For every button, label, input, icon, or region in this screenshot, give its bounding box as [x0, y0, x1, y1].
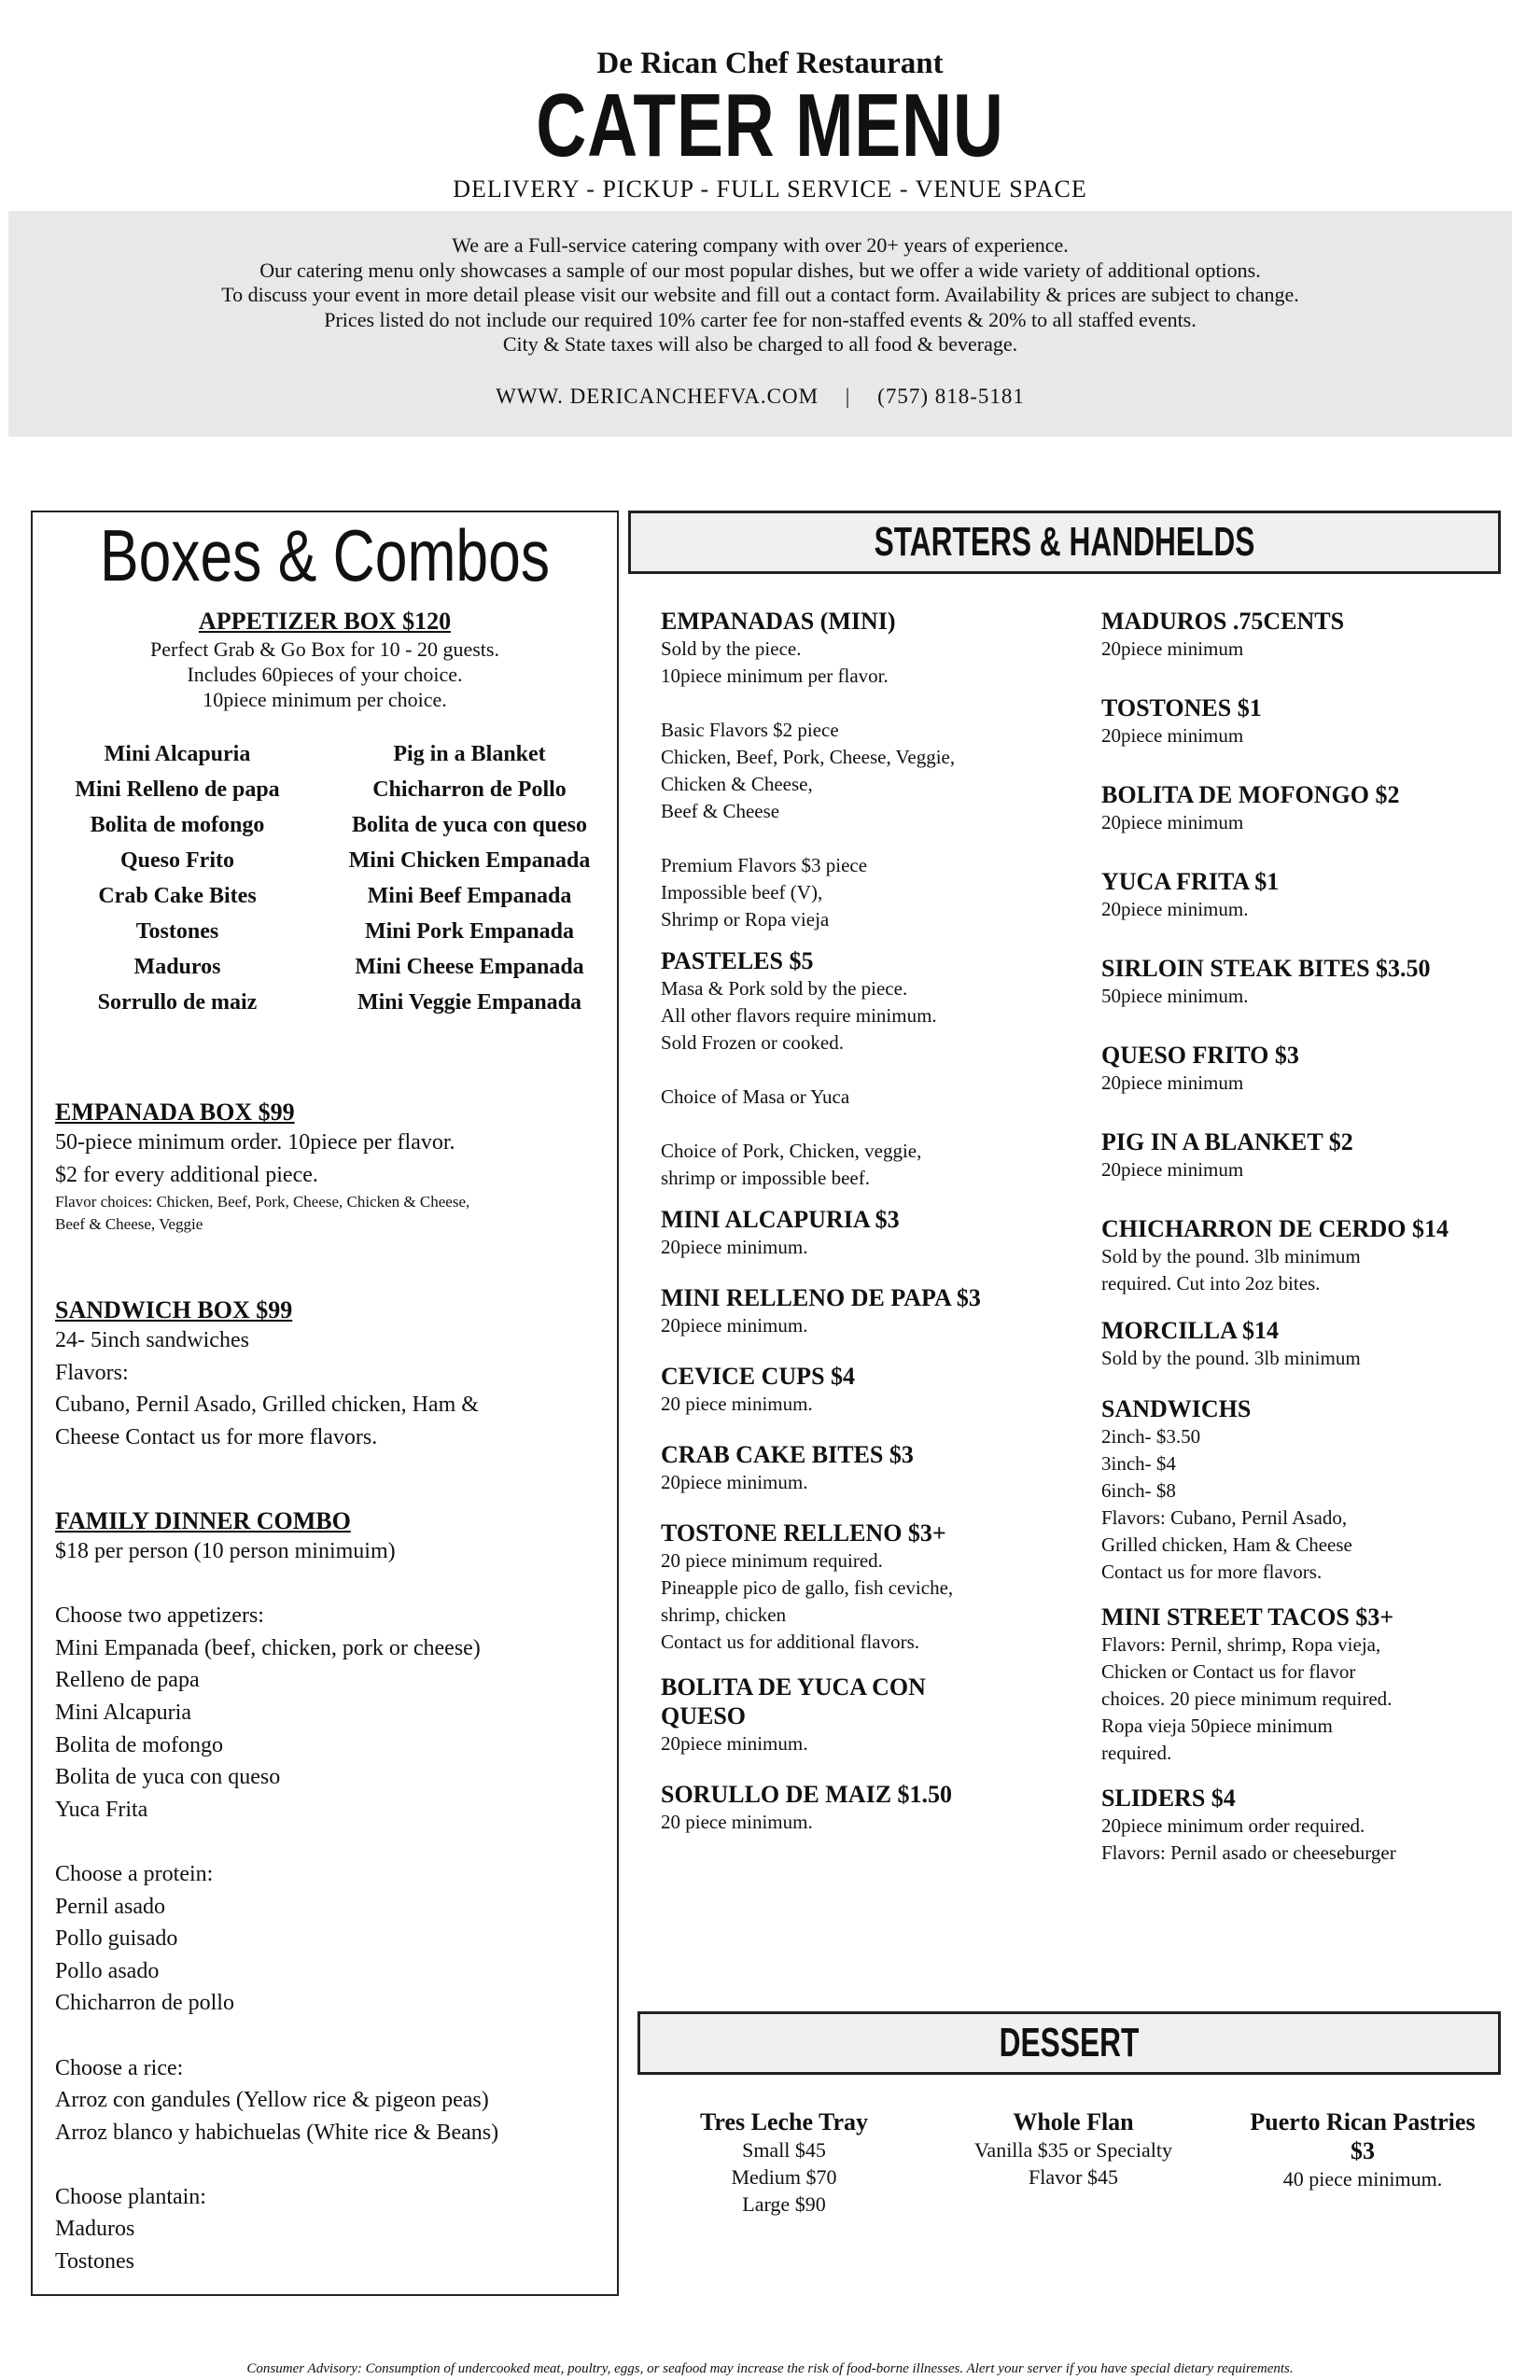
menu-item-line: 20 piece minimum. [661, 1393, 813, 1415]
empanada-box-line: 50-piece minimum order. 10piece per flavor. [55, 1130, 455, 1155]
menu-item-line: Flavors: Pernil, shrimp, Ropa vieja, [1101, 1633, 1381, 1656]
family-dinner-line [55, 2020, 615, 2052]
list-item: Mini Veggie Empanada [357, 990, 582, 1015]
appetizer-box-line: Includes 60pieces of your choice. [187, 663, 463, 686]
family-dinner-line: Tostones [55, 2249, 134, 2275]
menu-item-line: Pineapple pico de gallo, fish ceviche, [661, 1576, 954, 1599]
menu-item-line: Chicken, Beef, Pork, Cheese, Veggie, [661, 746, 956, 768]
menu-item-line: 20piece minimum. [661, 1314, 808, 1337]
menu-item-line: required. [1101, 1742, 1172, 1764]
info-line: Prices listed do not include our required 10% carter fee for non-staffed events & 20% to all staffed events. [324, 308, 1197, 331]
menu-item-heading: MINI STREET TACOS $3+ [1101, 1603, 1394, 1631]
list-item: Queso Frito [120, 848, 234, 873]
menu-item-line: Premium Flavors $3 piece [661, 854, 868, 876]
menu-item-heading: MINI ALCAPURIA $3 [661, 1206, 900, 1233]
menu-item-line: Contact us for more flavors. [1101, 1561, 1323, 1583]
menu-item-line [661, 825, 1090, 852]
menu-item-line: 20piece minimum. [1101, 898, 1249, 920]
menu-item-line: shrimp or impossible beef. [661, 1167, 870, 1189]
menu-item-line: Beef & Cheese [661, 800, 780, 822]
list-item: Mini Pork Empanada [364, 919, 575, 944]
info-box [8, 211, 1512, 437]
dessert-item-line: Vanilla $35 or Specialty [973, 2138, 1172, 2162]
dessert-item-heading: Puerto Rican Pastries [1250, 2108, 1476, 2135]
menu-item-line: 10piece minimum per flavor. [661, 665, 889, 687]
family-dinner-heading: FAMILY DINNER COMBO [55, 1507, 351, 1534]
menu-item-line: Flavors: Cubano, Pernil Asado, [1101, 1506, 1348, 1529]
menu-item-heading: SLIDERS $4 [1101, 1785, 1236, 1812]
menu-item-heading: YUCA FRITA $1 [1101, 868, 1280, 895]
sandwich-box-line: Cheese Contact us for more flavors. [55, 1424, 378, 1449]
menu-item-line: Masa & Pork sold by the piece. [661, 977, 908, 1000]
family-dinner-line: Bolita de yuca con queso [55, 1765, 281, 1790]
info-line: Our catering menu only showcases a sample of our most popular dishes, but we offer a wide variety of additional options. [259, 259, 1261, 282]
dessert-item-heading: Whole Flan [1013, 2108, 1134, 2135]
info-line: To discuss your event in more detail please visit our website and fill out a contact form. Availability & prices are subject to change. [221, 283, 1299, 306]
menu-item-heading: CHICHARRON DE CERDO $14 [1101, 1215, 1449, 1242]
menu-item-line: 50piece minimum. [1101, 985, 1249, 1007]
dessert-item-flan [933, 2107, 1213, 2191]
menu-item-heading: BOLITA DE MOFONGO $2 [1101, 781, 1400, 808]
menu-item-heading: TOSTONE RELLENO $3+ [661, 1519, 946, 1547]
list-item: Tostones [135, 919, 219, 944]
family-dinner-line: Relleno de papa [55, 1668, 200, 1693]
page-title: CATER MENU [536, 76, 1004, 175]
menu-item-line: Choice of Masa or Yuca [661, 1085, 850, 1108]
menu-item-heading: PIG IN A BLANKET $2 [1101, 1128, 1353, 1155]
family-dinner-line: Pernil asado [55, 1894, 165, 1919]
family-dinner-line: Chicharron de pollo [55, 1991, 234, 2016]
menu-item-line: 6inch- $8 [1101, 1479, 1176, 1502]
menu-item-line: 20piece minimum [1101, 1071, 1244, 1094]
menu-item-heading: EMPANADAS (MINI) [661, 608, 896, 635]
menu-item-heading: CRAB CAKE BITES $3 [661, 1441, 914, 1468]
sandwich-box-line: Flavors: [55, 1360, 129, 1385]
appetizer-box-heading: APPETIZER BOX $120 [198, 608, 452, 635]
family-dinner-line: Pollo guisado [55, 1926, 178, 1952]
menu-item-line: Sold by the pound. 3lb minimum [1101, 1245, 1361, 1267]
menu-item-line: 20piece minimum order required. [1101, 1814, 1365, 1837]
list-item: Bolita de yuca con queso [351, 813, 588, 837]
menu-item-heading: QUESO [661, 1702, 747, 1729]
dessert-item-pastries [1223, 2107, 1503, 2192]
menu-item-heading: SORULLO DE MAIZ $1.50 [661, 1781, 953, 1808]
list-item: Mini Relleno de papa [75, 777, 280, 802]
empanada-box-heading: EMPANADA BOX $99 [55, 1099, 295, 1126]
family-dinner-line: Choose two appetizers: [55, 1603, 264, 1629]
sandwich-box-line: Cubano, Pernil Asado, Grilled chicken, Ham & [55, 1393, 479, 1418]
dessert-item-line: Medium $70 [731, 2165, 837, 2189]
starters-banner [628, 511, 1501, 574]
menu-item-heading: TOSTONES $1 [1101, 694, 1262, 721]
dessert-item-line: Large $90 [742, 2192, 826, 2216]
menu-item-heading: QUESO FRITO $3 [1101, 1042, 1299, 1069]
menu-item-line: 2inch- $3.50 [1101, 1425, 1201, 1448]
starters-column-2 [1101, 607, 1512, 1867]
list-item: Mini Alcapuria [104, 742, 251, 766]
menu-item-line: choices. 20 piece minimum required. [1101, 1687, 1393, 1710]
menu-item-heading: MINI RELLENO DE PAPA $3 [661, 1284, 981, 1311]
menu-item-line: 3inch- $4 [1101, 1452, 1176, 1475]
starters-title: STARTERS & HANDHELDS [874, 519, 1255, 565]
dessert-item-price: $3 [1351, 2137, 1375, 2164]
info-line: We are a Full-service catering company with over 20+ years of experience. [452, 233, 1069, 257]
menu-item-line [661, 690, 1090, 717]
family-dinner-line [55, 1568, 615, 1601]
family-dinner-section [55, 1507, 615, 2278]
restaurant-name: De Rican Chef Restaurant [596, 47, 944, 80]
list-item: Maduros [133, 955, 221, 979]
family-dinner-line [55, 1826, 615, 1858]
menu-item-heading: BOLITA DE YUCA CON [661, 1673, 926, 1701]
list-item: Sorrullo de maiz [97, 990, 258, 1015]
dessert-title: DESSERT [999, 2020, 1140, 2065]
list-item: Mini Chicken Empanada [348, 848, 591, 873]
empanada-box-line: $2 for every additional piece. [55, 1162, 318, 1187]
family-dinner-line [55, 2149, 615, 2181]
menu-item-line: Grilled chicken, Ham & Cheese [1101, 1533, 1352, 1556]
menu-item-line: Basic Flavors $2 piece [661, 719, 839, 741]
contact-line [8, 385, 1512, 409]
sandwich-box-line: 24- 5inch sandwiches [55, 1328, 249, 1352]
family-dinner-line: Bolita de mofongo [55, 1732, 223, 1757]
menu-item-line: 20 piece minimum. [661, 1811, 813, 1833]
menu-item-line: Contact us for additional flavors. [661, 1631, 920, 1653]
menu-item-line: 20piece minimum. [661, 1732, 808, 1755]
menu-item-line [661, 1057, 1090, 1084]
sandwich-box-heading: SANDWICH BOX $99 [55, 1296, 293, 1323]
dessert-banner [637, 2011, 1501, 2075]
menu-item-heading: SANDWICHS [1101, 1395, 1252, 1422]
family-dinner-line: Yuca Frita [55, 1797, 148, 1822]
boxes-combos-title: Boxes & Combos [99, 514, 551, 596]
menu-item-line: 20 piece minimum required. [661, 1549, 883, 1572]
menu-item-line: required. Cut into 2oz bites. [1101, 1272, 1321, 1295]
menu-item-line: 20piece minimum [1101, 1158, 1244, 1181]
phone-number[interactable]: (757) 818-5181 [877, 385, 1025, 408]
services-line: DELIVERY - PICKUP - FULL SERVICE - VENUE SPACE [453, 175, 1087, 203]
menu-item-line: Shrimp or Ropa vieja [661, 908, 830, 931]
family-dinner-line: Choose plantain: [55, 2184, 206, 2209]
info-line: City & State taxes will also be charged to all food & beverage. [502, 332, 1018, 356]
menu-item-line: Chicken or Contact us for flavor [1101, 1660, 1356, 1683]
family-dinner-line: $18 per person (10 person minimuim) [55, 1539, 396, 1563]
appetizer-choices-right [322, 736, 617, 1020]
sandwich-box-section [55, 1296, 615, 1453]
empanada-box-section [55, 1099, 615, 1236]
menu-item-line: Sold Frozen or cooked. [661, 1031, 844, 1054]
dessert-item-line: 40 piece minimum. [1282, 2167, 1443, 2191]
consumer-advisory: Consumer Advisory: Consumption of undercooked meat, poultry, eggs, or seafood may increase the risk of food-borne illnesses. Alert your server if you have special dietary requirements. [246, 2361, 1294, 2376]
menu-item-line: Flavors: Pernil asado or cheeseburger [1101, 1841, 1396, 1864]
contact-separator: | [845, 385, 851, 408]
menu-item-heading: MORCILLA $14 [1101, 1317, 1279, 1344]
family-dinner-line: Arroz blanco y habichuelas (White rice & Beans) [55, 2120, 499, 2145]
appetizer-choices-left [33, 736, 322, 1020]
appetizer-box-line: 10piece minimum per choice. [203, 688, 447, 711]
starters-column-1 [661, 607, 1090, 1836]
menu-item-line: All other flavors require minimum. [661, 1004, 937, 1027]
list-item: Mini Beef Empanada [367, 884, 572, 908]
menu-item-line: Choice of Pork, Chicken, veggie, [661, 1140, 922, 1162]
dessert-item-line: Small $45 [742, 2138, 826, 2162]
appetizer-box-line: Perfect Grab & Go Box for 10 - 20 guests. [150, 637, 499, 661]
menu-item-heading: MADUROS .75CENTS [1101, 608, 1345, 635]
empanada-flavor-line: Flavor choices: Chicken, Beef, Pork, Cheese, Chicken & Cheese, [55, 1193, 470, 1211]
menu-item-line: 20piece minimum. [661, 1471, 808, 1493]
menu-item-line: Chicken & Cheese, [661, 773, 813, 795]
empanada-flavor-line: Beef & Cheese, Veggie [55, 1215, 203, 1234]
menu-item-line: 20piece minimum [1101, 637, 1244, 660]
menu-item-heading: PASTELES $5 [661, 947, 814, 974]
family-dinner-line: Choose a rice: [55, 2055, 184, 2080]
menu-item-line: shrimp, chicken [661, 1603, 787, 1626]
menu-item-line: Sold by the piece. [661, 637, 802, 660]
list-item: Bolita de mofongo [90, 813, 265, 837]
list-item: Crab Cake Bites [98, 884, 257, 908]
family-dinner-line: Choose a protein: [55, 1861, 214, 1886]
boxes-combos-panel [31, 511, 619, 2296]
menu-item-line: Impossible beef (V), [661, 881, 823, 903]
menu-item-line: 20piece minimum. [661, 1236, 808, 1258]
dessert-item-tres-leche [644, 2107, 924, 2218]
list-item: Chicharron de Pollo [372, 777, 567, 802]
menu-item-line: 20piece minimum [1101, 811, 1244, 833]
family-dinner-line: Mini Alcapuria [55, 1700, 191, 1725]
family-dinner-line: Pollo asado [55, 1958, 160, 1983]
menu-item-line: 20piece minimum [1101, 724, 1244, 747]
menu-item-heading: SIRLOIN STEAK BITES $3.50 [1101, 955, 1431, 982]
list-item: Pig in a Blanket [393, 742, 546, 766]
menu-item-heading: CEVICE CUPS $4 [661, 1363, 856, 1390]
menu-item-line: Sold by the pound. 3lb minimum [1101, 1347, 1361, 1369]
website-link[interactable]: WWW. DERICANCHEFVA.COM [496, 385, 819, 408]
family-dinner-line: Arroz con gandules (Yellow rice & pigeon peas) [55, 2088, 489, 2113]
appetizer-box-section [33, 608, 617, 712]
menu-item-line: Ropa vieja 50piece minimum [1101, 1715, 1333, 1737]
dessert-item-line: Flavor $45 [1029, 2165, 1118, 2189]
family-dinner-line: Mini Empanada (beef, chicken, pork or cheese) [55, 1635, 481, 1660]
family-dinner-line: Maduros [55, 2217, 135, 2242]
menu-item-line [661, 1111, 1090, 1138]
dessert-item-heading: Tres Leche Tray [699, 2108, 869, 2135]
list-item: Mini Cheese Empanada [355, 955, 584, 979]
